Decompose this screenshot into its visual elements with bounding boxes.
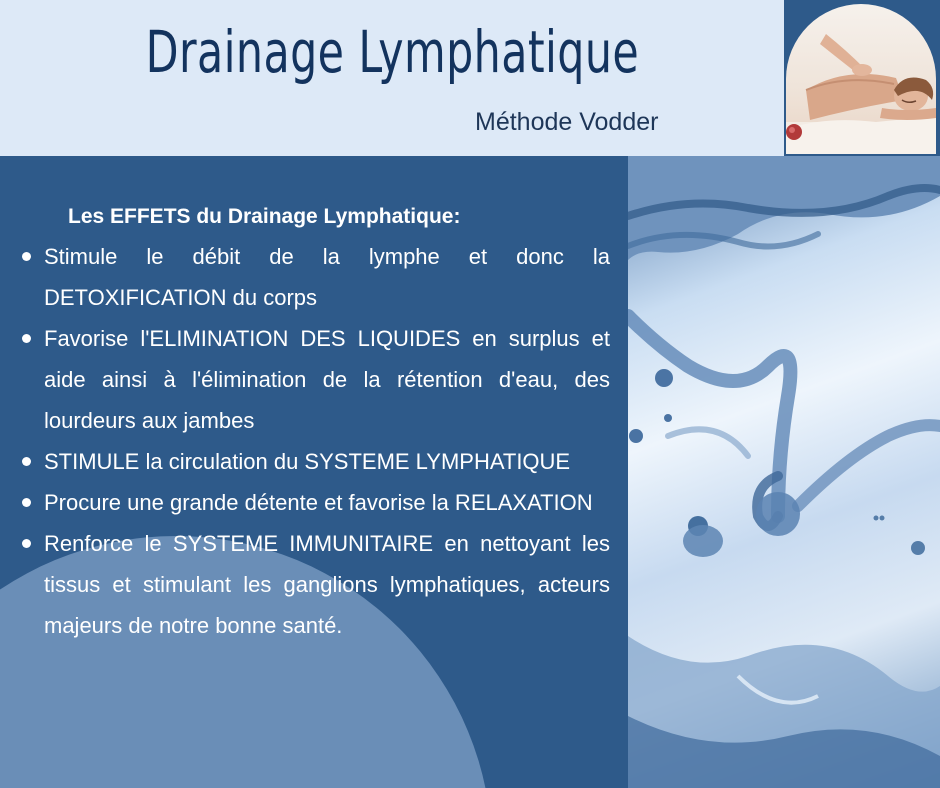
list-item — [20, 482, 610, 523]
bullet-icon — [22, 457, 31, 466]
list-item — [20, 441, 610, 482]
list-item — [20, 236, 610, 318]
list-item — [20, 523, 610, 646]
bullet-icon — [22, 252, 31, 261]
bullet-icon — [22, 334, 31, 343]
water-splash-image — [628, 156, 940, 788]
page-subtitle: Méthode Vodder — [475, 108, 659, 136]
list-item-text: STIMULE la circulation du SYSTEME LYMPHATIQUE — [44, 449, 571, 474]
list-item-text: Favorise l'ELIMINATION DES LIQUIDES en surplus et aide ainsi à l'élimination de la rétention d'eau, des lourdeurs aux jambes — [44, 326, 610, 433]
massage-photo — [786, 4, 936, 154]
list-item-text: Stimule le débit de la lymphe et donc la DETOXIFICATION du corps — [44, 244, 610, 310]
effects-list — [20, 236, 610, 646]
effects-section — [20, 200, 610, 646]
effects-heading: Les EFFETS du Drainage Lymphatique: — [68, 205, 461, 228]
page-title: Drainage Lymphatique — [145, 18, 640, 86]
list-item — [20, 318, 610, 441]
bullet-icon — [22, 539, 31, 548]
list-item-text: Procure une grande détente et favorise la RELAXATION — [44, 490, 593, 515]
bullet-icon — [22, 498, 31, 507]
list-item-text: Renforce le SYSTEME IMMUNITAIRE en nettoyant les tissus et stimulant les ganglions lymphatiques, acteurs majeurs de notre bonne santé. — [44, 531, 610, 638]
photo-frame — [784, 0, 940, 156]
